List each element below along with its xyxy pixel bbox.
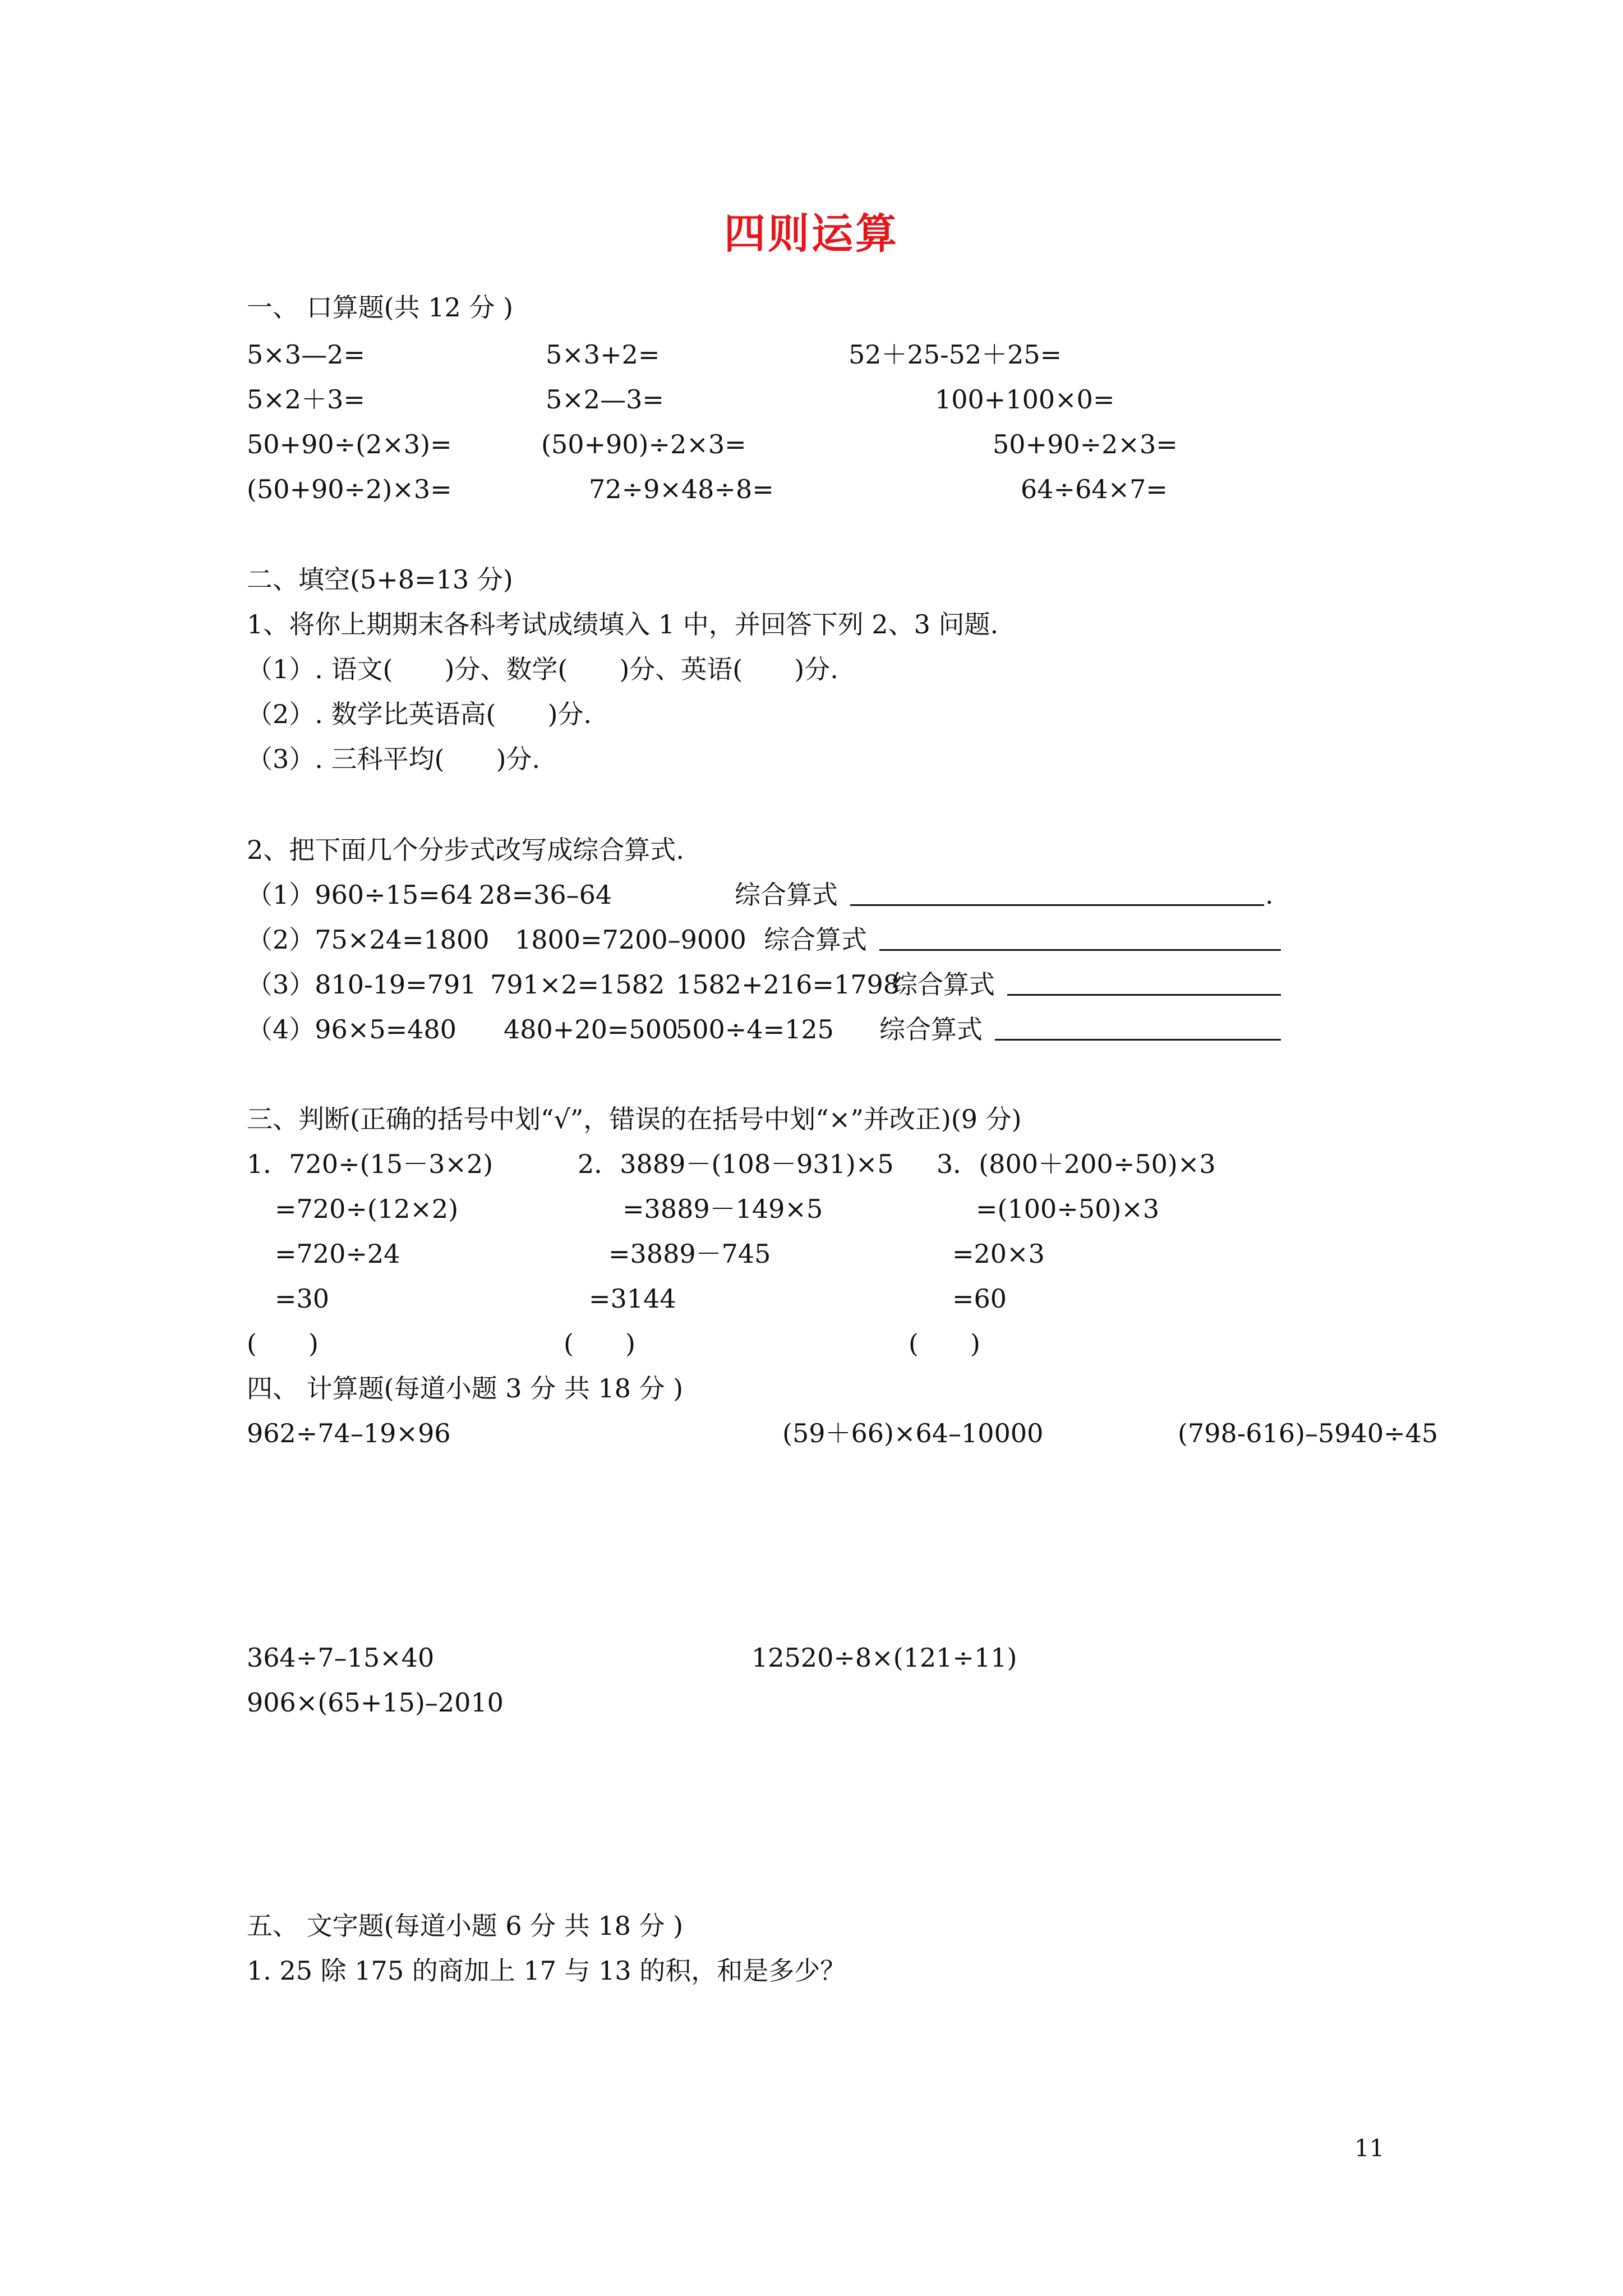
oral-q2-1: 5×2＋3= — [247, 384, 365, 415]
section-4-heading: 四、 计算题(每道小题 3 分 共 18 分 ) — [247, 1373, 684, 1404]
oral-q4-3: 64÷64×7= — [1021, 474, 1168, 504]
fill-q1-avg: （3）. 三科平均( )分. — [247, 744, 541, 774]
oral-q4-2: 72÷9×48÷8= — [589, 474, 774, 504]
step-4-c: 500÷4=125 — [676, 1014, 834, 1045]
calc-3: (798-616)–5940÷45 — [1178, 1418, 1438, 1448]
fill-q1-diff: （2）. 数学比英语高( )分. — [247, 699, 592, 729]
oral-q1-1: 5×3—2= — [247, 339, 365, 370]
calc-6: 906×(65+15)–2010 — [247, 1687, 504, 1718]
judge-2-bracket[interactable]: ( ) — [564, 1328, 635, 1359]
step-4-a: （4）96×5=480 — [247, 1014, 457, 1045]
judge-1-line-3: =720÷24 — [275, 1239, 400, 1269]
section-5-heading: 五、 文字题(每道小题 6 分 共 18 分 ) — [247, 1911, 684, 1941]
oral-q1-3: 52＋25-52＋25= — [849, 339, 1062, 370]
word-q1: 1. 25 除 175 的商加上 17 与 13 的积，和是多少？ — [247, 1955, 846, 1986]
answer-line-4[interactable] — [995, 1039, 1281, 1041]
oral-q4-1: (50+90÷2)×3= — [247, 474, 452, 504]
judge-2-line-3: =3889－745 — [608, 1239, 771, 1269]
calc-4: 364÷7–15×40 — [247, 1642, 435, 1673]
oral-q2-3: 100+100×0= — [935, 384, 1115, 415]
judge-1-line-2: =720÷(12×2) — [275, 1194, 459, 1224]
answer-line-2[interactable] — [879, 949, 1281, 951]
oral-q3-1: 50+90÷(2×3)= — [247, 429, 452, 459]
step-2-a: （2）75×24=1800 — [247, 924, 490, 955]
section-3-heading: 三、判断(正确的括号中划“√”，错误的在括号中划“×”并改正)(9 分) — [247, 1104, 1022, 1134]
calc-1: 962÷74–19×96 — [247, 1418, 451, 1448]
step-1-b: 28=36–64 — [479, 880, 612, 910]
judge-2-line-2: =3889－149×5 — [623, 1194, 823, 1224]
calc-2: (59＋66)×64–10000 — [782, 1418, 1044, 1448]
answer-line-1[interactable] — [850, 904, 1264, 906]
judge-3-line-3: =20×3 — [952, 1239, 1045, 1269]
fill-q1: 1、将你上期期末各科考试成绩填入 1 中，并回答下列 2、3 问题. — [247, 609, 999, 639]
combined-label-1: 综合算式 — [735, 880, 838, 910]
section-2-heading: 二、填空(5+8=13 分) — [247, 564, 513, 595]
section-1-heading: 一、 口算题(共 12 分 ) — [247, 292, 513, 323]
fill-q1-scores: （1）. 语文( )分、数学( )分、英语( )分. — [247, 654, 838, 684]
judge-3-line-4: =60 — [952, 1283, 1007, 1314]
oral-q3-2: (50+90)÷2×3= — [541, 429, 746, 459]
fill-q2: 2、把下面几个分步式改写成综合算式. — [247, 835, 684, 865]
combined-label-2: 综合算式 — [764, 924, 867, 955]
judge-1-line-4: =30 — [275, 1283, 330, 1314]
end-dot: . — [1265, 880, 1274, 910]
judge-2-line-4: =3144 — [589, 1283, 676, 1314]
combined-label-3: 综合算式 — [892, 969, 995, 1000]
answer-line-3[interactable] — [1007, 994, 1281, 996]
calc-5: 12520÷8×(121÷11) — [751, 1642, 1017, 1673]
oral-q2-2: 5×2—3= — [546, 384, 664, 415]
step-3-c: 1582+216=1798 — [676, 969, 900, 1000]
judge-3-line-1: 3．(800＋200÷50)×3 — [937, 1149, 1216, 1179]
judge-2-line-1: 2．3889－(108－931)×5 — [578, 1149, 894, 1179]
step-3-a: （3）810-19=791 — [247, 969, 477, 1000]
step-1-a: （1）960÷15=64 — [247, 880, 473, 910]
oral-q3-3: 50+90÷2×3= — [993, 429, 1178, 459]
step-4-b: 480+20=500 — [504, 1014, 679, 1045]
judge-1-bracket[interactable]: ( ) — [247, 1328, 319, 1359]
judge-3-bracket[interactable]: ( ) — [909, 1328, 980, 1359]
step-3-b: 791×2=1582 — [490, 969, 665, 1000]
oral-q1-2: 5×3+2= — [546, 339, 660, 370]
combined-label-4: 综合算式 — [879, 1014, 983, 1045]
step-2-b: 1800=7200–9000 — [515, 924, 746, 955]
judge-1-line-1: 1．720÷(15－3×2) — [247, 1149, 494, 1179]
page-title: 四则运算 — [724, 210, 899, 258]
page-number: 11 — [1354, 2134, 1385, 2162]
judge-3-line-2: =(100÷50)×3 — [976, 1194, 1160, 1224]
